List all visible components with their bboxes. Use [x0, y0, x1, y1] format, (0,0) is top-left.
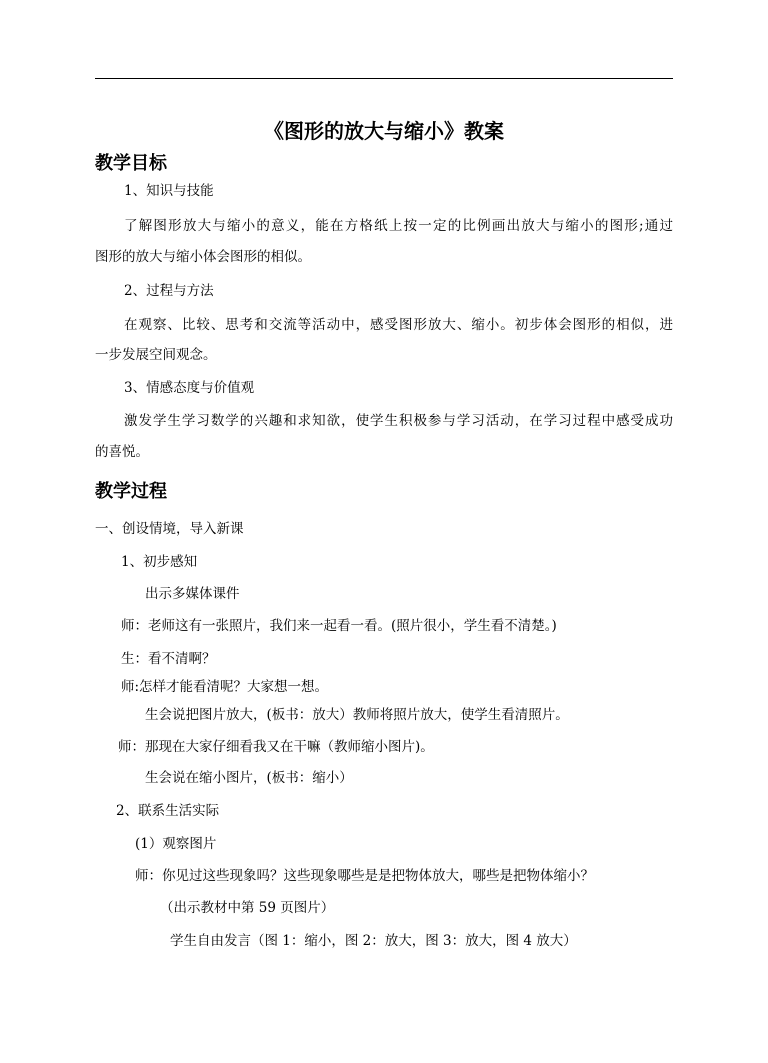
- process-step-1-1: 1、初步感知: [121, 554, 198, 570]
- process-line: (1）观察图片: [135, 836, 217, 852]
- document-title: 《图形的放大与缩小》教案: [264, 119, 504, 143]
- objective-1-heading: 1、知识与技能: [124, 183, 214, 199]
- objective-1-text-line-1: 了解图形放大与缩小的意义，能在方格纸上按一定的比例画出放大与缩小的图形;通过: [124, 218, 673, 234]
- process-step-1: 一、创设情境，导入新课: [95, 521, 244, 537]
- process-line: 师:怎样才能看清呢？大家想一想。: [121, 679, 329, 695]
- process-line: 生会说在缩小图片，(板书：缩小）: [145, 770, 353, 786]
- process-line: 师：老师这有一张照片，我们来一起看一看。(照片很小，学生看不清楚。): [121, 618, 557, 634]
- process-line: 学生自由发言（图 1：缩小，图 2：放大，图 3：放大，图 4 放大）: [170, 933, 577, 949]
- objective-2-heading: 2、过程与方法: [124, 283, 214, 299]
- objectives-heading: 教学目标: [95, 153, 167, 174]
- process-line: （出示教材中第 59 页图片）: [160, 900, 335, 916]
- objective-1-text-line-2: 图形的放大与缩小体会图形的相似。: [95, 249, 311, 265]
- objective-3-text-line-2: 的喜悦。: [95, 444, 149, 460]
- objective-3-text-line-1: 激发学生学习数学的兴趣和求知欲，使学生积极参与学习活动，在学习过程中感受成功: [124, 413, 673, 429]
- process-line: 生：看不清啊？: [121, 651, 216, 667]
- objective-3-heading: 3、情感态度与价值观: [124, 380, 255, 396]
- objective-2-text-line-1: 在观察、比较、思考和交流等活动中，感受图形放大、缩小。初步体会图形的相似，进: [124, 317, 673, 333]
- process-step-1-2: 2、联系生活实际: [116, 803, 220, 819]
- process-line: 师：那现在大家仔细看我又在干嘛（教师缩小图片)。: [118, 739, 434, 755]
- process-line: 生会说把图片放大，(板书：放大）教师将照片放大，使学生看清照片。: [145, 707, 569, 723]
- process-line: 师：你见过这些现象吗？这些现象哪些是是把物体放大，哪些是把物体缩小？: [135, 868, 594, 884]
- process-line: 出示多媒体课件: [145, 586, 240, 602]
- objective-2-text-line-2: 一步发展空间观念。: [95, 347, 217, 363]
- process-heading: 教学过程: [95, 481, 167, 502]
- header-rule: [95, 78, 673, 79]
